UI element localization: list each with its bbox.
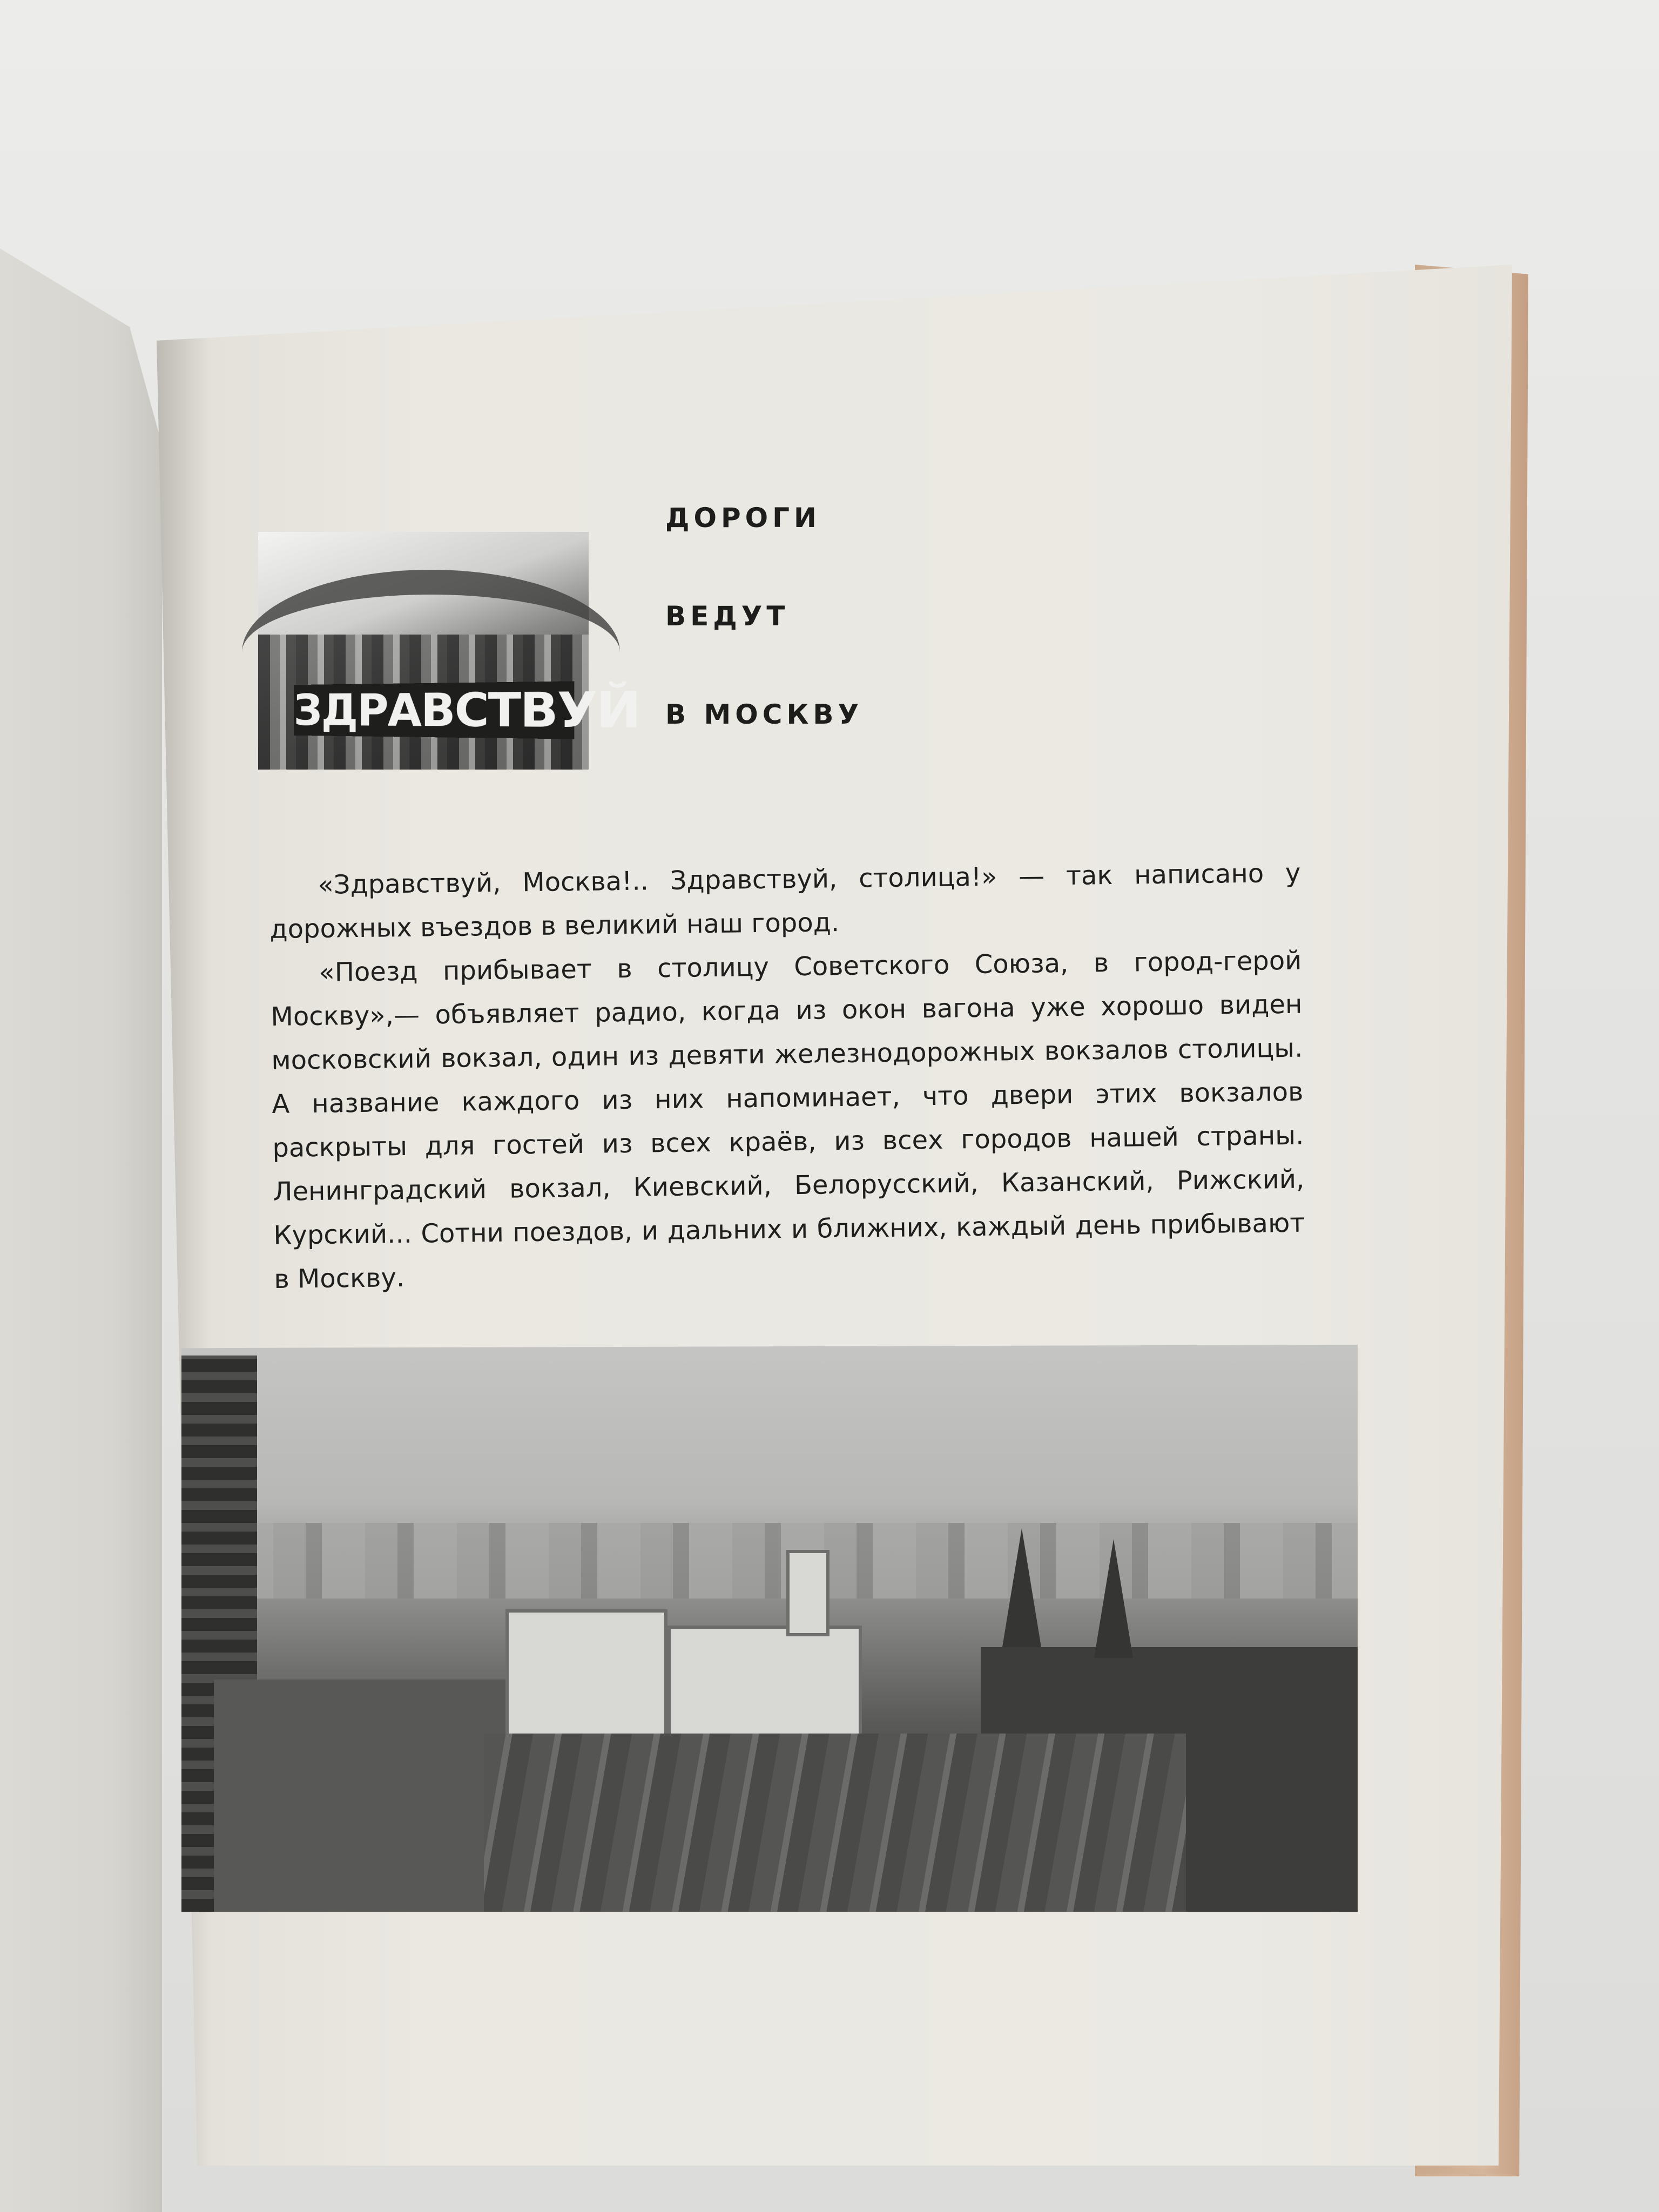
station-square-traffic [484, 1734, 1186, 1912]
clock-tower [786, 1550, 830, 1636]
station-building [505, 1609, 667, 1739]
city-skyline-haze [181, 1523, 1358, 1599]
paragraph-2: «Поезд прибывает в столицу Советского Союза, в город-герой Москву»,— объявляет радио, когда из окон вагона уже хорошо виден московский вокзал, один из девяти железнодорожных вокзалов столицы. А название каждого из них напоминает, что двери этих вокзалов раскрыты для гостей из всех краёв, из всех городов нашей страны. Ленинградский вокзал, Киевский, Белорусский, Казанский, Рижский, Курский... Сотни поездов, и дальних и ближних, каждый день прибывают в Москву. [271, 945, 1305, 1294]
sign-lettering: ЗДРАВСТВУЙ [293, 680, 640, 740]
heading-line-2: ВЕДУТ [665, 601, 790, 632]
paragraph-1: «Здравствуй, Москва!.. Здравствуй, столица!» — так написано у дорожных въездов в великий наш город. [269, 858, 1301, 945]
photo-railway-stations-square [181, 1345, 1358, 1912]
round-building [214, 1680, 505, 1912]
body-text [269, 852, 1306, 1301]
heading-line-1: ДОРОГИ [665, 502, 821, 534]
photo-arch-sign [258, 532, 640, 770]
left-page-edge [0, 248, 162, 2212]
spire [1094, 1539, 1133, 1658]
heading-line-3: В МОСКВУ [665, 699, 864, 730]
chapter-heading [665, 502, 1097, 797]
spire [1002, 1528, 1041, 1647]
